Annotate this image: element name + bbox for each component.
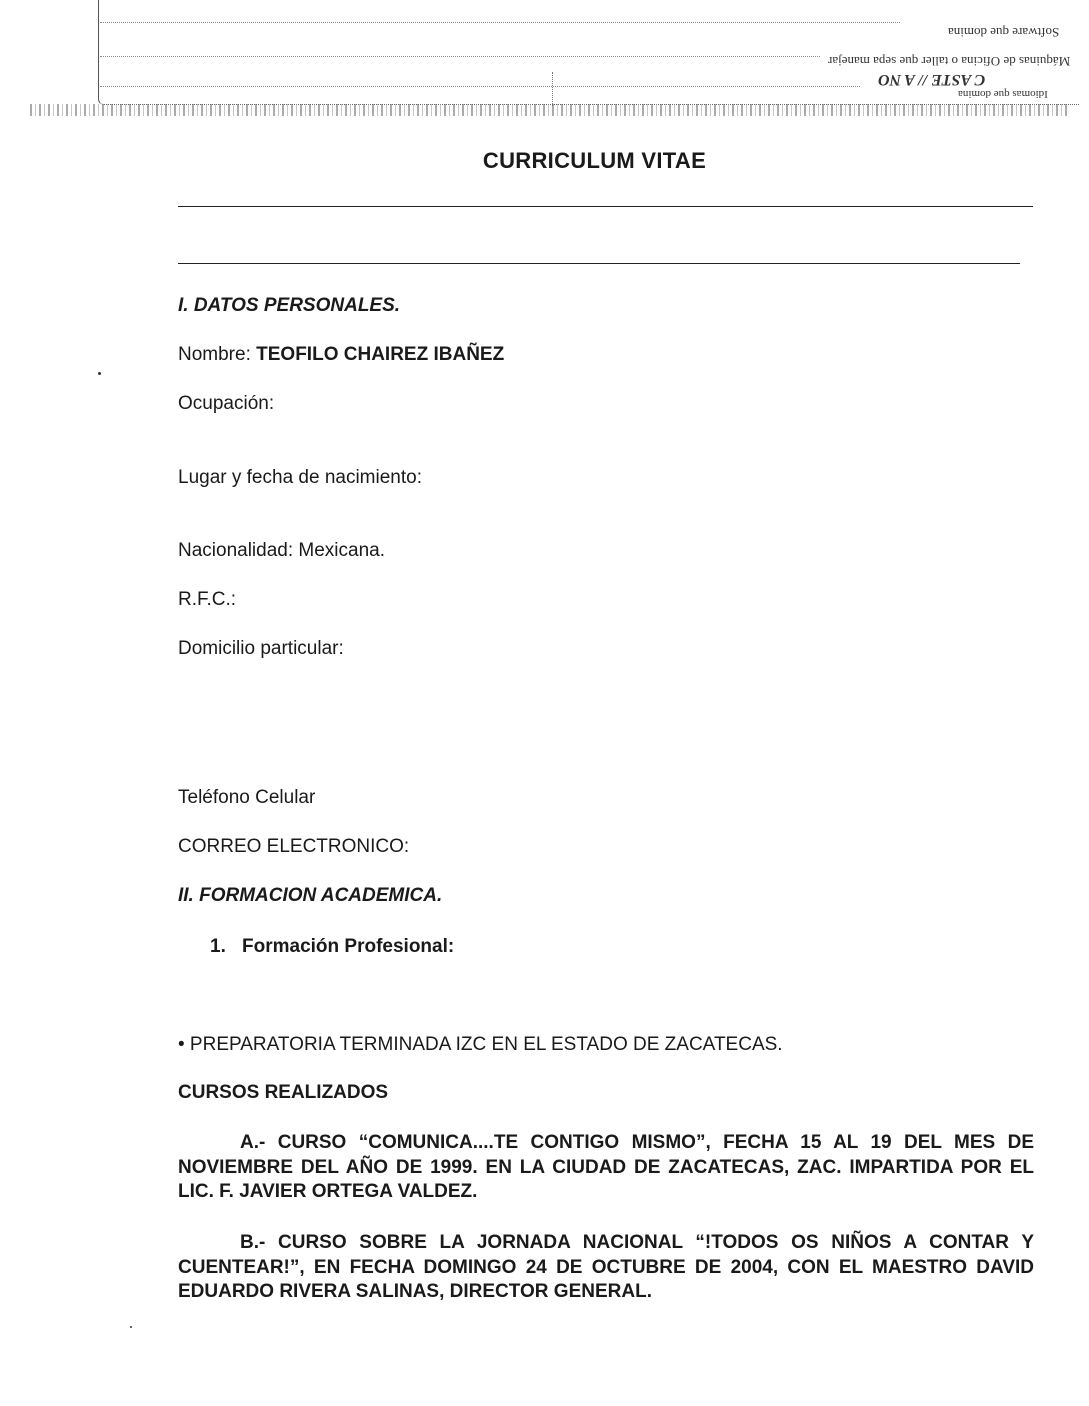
scan-speck <box>130 1326 132 1328</box>
field-nombre <box>178 344 504 366</box>
scan-mirrored-line-3: Idiomas que domina <box>958 88 1048 100</box>
dotted-rule <box>100 22 900 23</box>
title-rule-2 <box>178 263 1020 264</box>
field-rfc: R.F.C.: <box>178 589 237 610</box>
scan-mirrored-line-1: Software que domina <box>948 25 1060 40</box>
curso-b <box>178 1231 1034 1305</box>
scan-handwriting: C ASTE // A NO <box>878 71 986 88</box>
title-rule-1 <box>178 206 1033 207</box>
field-telefono: Teléfono Celular <box>178 787 316 808</box>
curso-b-text: B.- CURSO SOBRE LA JORNADA NACIONAL “!TODOS OS NIÑOS A CONTAR Y CUENTEAR!”, EN FECHA DOMINGO 24 DE OCTUBRE DE 2004, CON EL MAESTRO DAVID EDUARDO RIVERA SALINAS, DIRECTOR GENERAL. <box>178 1232 1034 1302</box>
field-correo: CORREO ELECTRONICO: <box>178 836 410 857</box>
section-heading-formacion: II. FORMACION ACADEMICA. <box>178 885 443 906</box>
scan-noise-band <box>30 104 1070 116</box>
field-domicilio: Domicilio particular: <box>178 638 344 659</box>
scan-divider <box>552 72 553 106</box>
dotted-rule <box>100 56 820 57</box>
bullet-preparatoria: • PREPARATORIA TERMINADA IZC EN EL ESTADO DE ZACATECAS. <box>178 1034 783 1055</box>
document-title: CURRICULUM VITAE <box>482 148 707 173</box>
field-nacionalidad: Nacionalidad: Mexicana. <box>178 540 386 561</box>
field-lugar-fecha: Lugar y fecha de nacimiento: <box>178 467 422 488</box>
cursos-heading: CURSOS REALIZADOS <box>178 1082 389 1103</box>
dotted-rule <box>100 86 860 87</box>
field-ocupacion: Ocupación: <box>178 393 275 414</box>
nombre-value: TEOFILO CHAIREZ IBAÑEZ <box>256 344 505 365</box>
nombre-label: Nombre: <box>178 344 251 365</box>
subsection-formacion-profesional: Formación Profesional: <box>242 936 455 957</box>
scan-mirrored-line-2: Máquinas de Oficina o taller que sepa manejar <box>828 54 1071 69</box>
curso-a-text: A.- CURSO “COMUNICA....TE CONTIGO MISMO”, FECHA 15 AL 19 DEL MES DE NOVIEMBRE DEL AÑO DE 1999. EN LA CIUDAD DE ZACATECAS, ZAC. IMPARTIDA POR EL LIC. F. JAVIER ORTEGA VALDEZ. <box>178 1132 1034 1202</box>
curso-a <box>178 1131 1034 1205</box>
subsection-number: 1. <box>210 936 226 957</box>
section-heading-datos-personales: I. DATOS PERSONALES. <box>178 295 401 316</box>
scan-speck <box>98 372 101 375</box>
